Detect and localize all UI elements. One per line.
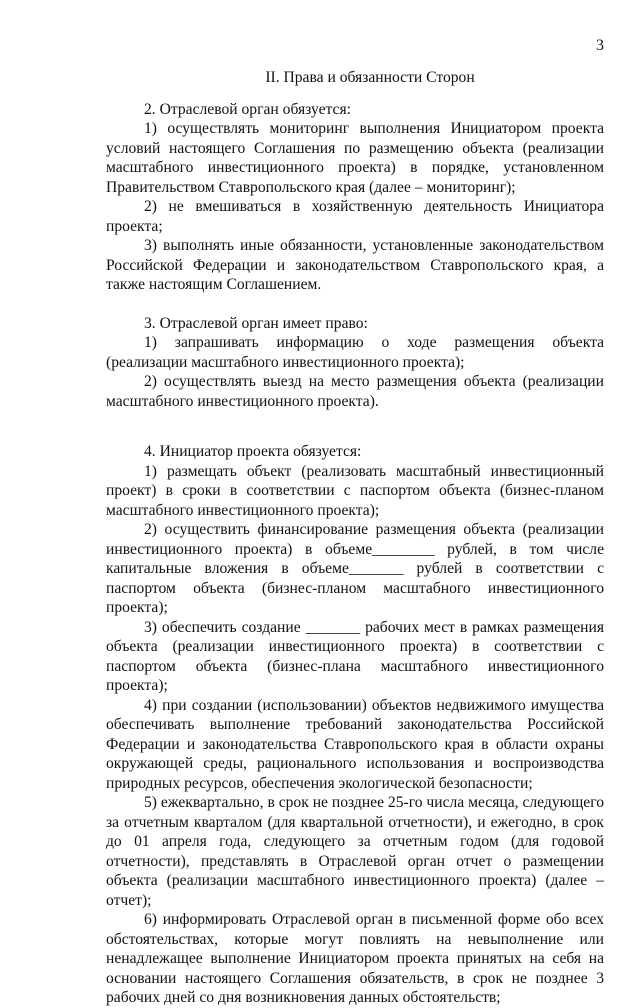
document-body bbox=[106, 68, 604, 1008]
clause-4 bbox=[106, 442, 604, 1008]
clause-item: 2) не вмешиваться в хозяйственную деятельность Инициатора проекта; bbox=[106, 198, 604, 235]
section-title: II. Права и обязанности Сторон bbox=[265, 69, 475, 86]
clause-2 bbox=[106, 100, 604, 295]
clause-heading: 2. Отраслевой орган обязуется: bbox=[144, 100, 351, 118]
clause-item: 2) осуществлять выезд на место размещения объекта (реализации масштабного инвестиционного проекта). bbox=[106, 373, 604, 410]
clause-item: 1) размещать объект (реализовать масштабный инвестиционный проект) в сроки в соответствии с паспортом объекта (бизнес-планом масштабного инвестиционного проекта); bbox=[106, 462, 604, 519]
clause-item: 6) информировать Отраслевой орган в письменной форме обо всех обстоятельствах, которые могут повлиять на невыполнение или ненадлежащее выполнение Инициатором проекта принятых на себя на основании настоящего Соглашения обязательств, в срок не позднее 3 рабочих дней со дня возникновения данных обстоятельств; bbox=[106, 911, 604, 1006]
page-number: 3 bbox=[596, 37, 604, 54]
clause-item: 3) обеспечить создание _______ рабочих мест в рамках размещения объекта (реализации инвестиционного проекта) в соответствии с паспортом объекта (бизнес-плана масштабного инвестиционного проекта); bbox=[106, 618, 604, 694]
clause-3 bbox=[106, 314, 604, 412]
clause-item: 4) при создании (использовании) объектов недвижимого имущества обеспечивать выполнение требований законодательства Российской Федерации и законодательства Ставропольского края в области охраны окружающей среды, рационального использования и воспроизводства природных ресурсов, обеспечения экологической безопасности; bbox=[106, 696, 604, 792]
clause-item: 2) осуществить финансирование размещения объекта (реализации инвестиционного проекта) в объеме________ рублей, в том числе капитальные вложения в объеме_______ рублей в соответствии с паспортом объекта (бизнес-планом масштабного инвестиционного проекта); bbox=[106, 521, 604, 616]
clause-item: 5) ежеквартально, в срок не позднее 25-го числа месяца, следующего за отчетным кварталом (для квартальной отчетности), и ежегодно, в срок до 01 апреля года, следующего за отчетным годом (для годовой отчетности), представлять в Отраслевой орган отчет о размещении объекта (реализации масштабного инвестиционного проекта) (далее – отчет); bbox=[106, 794, 604, 909]
clause-heading: 4. Инициатор проекта обязуется: bbox=[144, 443, 362, 460]
clause-item: 1) осуществлять мониторинг выполнения Инициатором проекта условий настоящего Соглашения по размещению объекта (реализации масштабного инвестиционного проекта) в порядке, установленном Правительством Ставропольского края (далее – мониторинг); bbox=[106, 120, 604, 196]
clause-heading: 3. Отраслевой орган имеет право: bbox=[144, 314, 368, 332]
clause-item: 1) запрашивать информацию о ходе размещения объекта (реализации масштабного инвестиционного проекта); bbox=[106, 334, 604, 371]
clause-item: 3) выполнять иные обязанности, установленные законодательством Российской Федерации и законодательством Ставропольского края, а также настоящим Соглашением. bbox=[106, 237, 604, 293]
